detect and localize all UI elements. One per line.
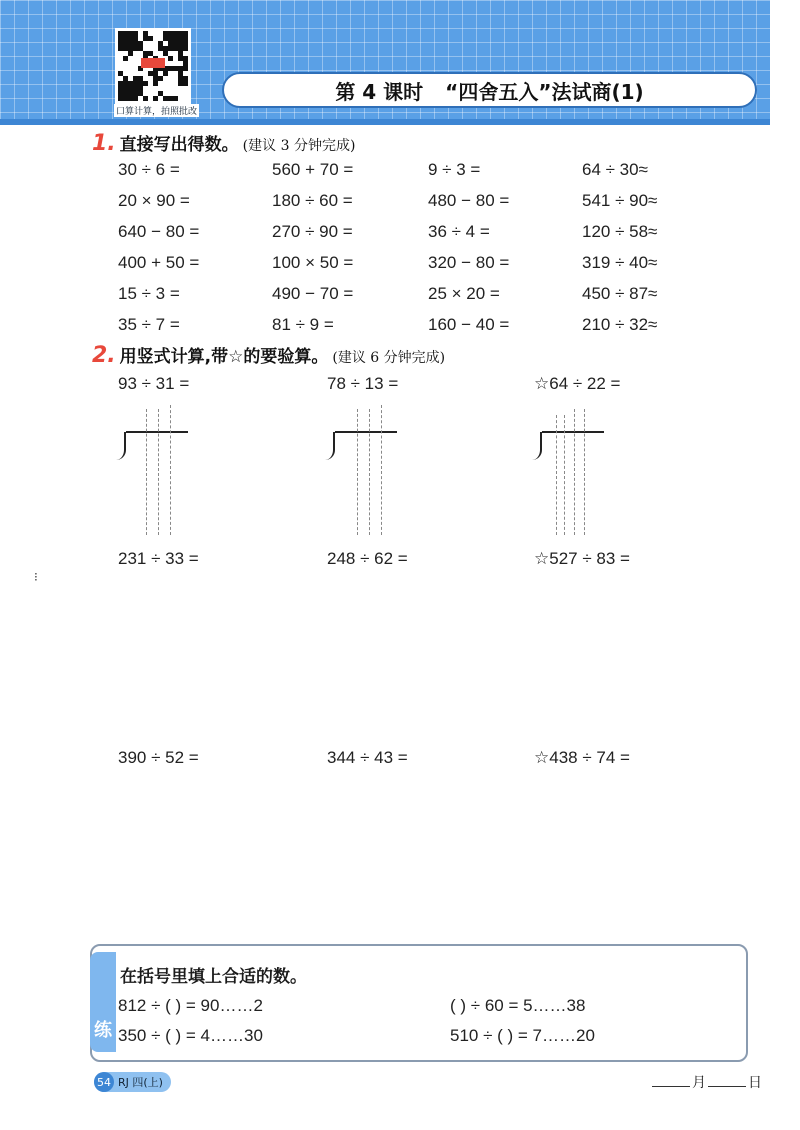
section-2-number: 2. bbox=[92, 343, 116, 368]
exercise: 270 ÷ 90 = bbox=[272, 222, 353, 241]
guide-line bbox=[170, 405, 171, 535]
qr-module bbox=[183, 96, 188, 101]
exercise: 180 ÷ 60 = bbox=[272, 191, 353, 210]
edition-label: RJ 四(上) bbox=[118, 1076, 163, 1089]
exercise: 36 ÷ 4 = bbox=[428, 222, 490, 241]
long-division-workspace[interactable] bbox=[327, 405, 407, 525]
exercise: 640 − 80 = bbox=[118, 222, 200, 241]
fill-blank-problem[interactable]: 812 ÷ ( ) = 90……2 bbox=[118, 996, 263, 1015]
practice-title: 在括号里填上合适的数。 bbox=[120, 967, 307, 987]
qr-caption: 口算计算，拍照批改 bbox=[114, 104, 199, 117]
exercise: 210 ÷ 32≈ bbox=[582, 315, 658, 334]
exercise: 490 − 70 = bbox=[272, 284, 354, 303]
section-1-title: 直接写出得数。 bbox=[119, 135, 239, 155]
exercise: 319 ÷ 40≈ bbox=[582, 253, 658, 272]
month-blank[interactable] bbox=[652, 1086, 690, 1087]
exercise: 15 ÷ 3 = bbox=[118, 284, 180, 303]
guide-line bbox=[574, 409, 575, 535]
long-division-problem: 344 ÷ 43 = bbox=[327, 748, 408, 767]
long-division-problem: 248 ÷ 62 = bbox=[327, 549, 408, 568]
long-division-problem: 78 ÷ 13 = bbox=[327, 374, 399, 393]
exercise: 30 ÷ 6 = bbox=[118, 160, 180, 179]
long-division-problem: ☆438 ÷ 74 = bbox=[534, 748, 630, 767]
division-bar bbox=[542, 431, 604, 433]
qr-code[interactable] bbox=[115, 28, 191, 104]
lesson-number: 第 4 课时 bbox=[335, 79, 424, 104]
long-division-problem: ☆64 ÷ 22 = bbox=[534, 374, 621, 393]
guide-line bbox=[369, 409, 370, 535]
section-2-hint: (建议 6 分钟完成) bbox=[332, 350, 446, 366]
day-label: 日 bbox=[748, 1075, 762, 1091]
guide-line bbox=[146, 409, 147, 535]
exercise: 560 + 70 = bbox=[272, 160, 354, 179]
exercise: 100 × 50 = bbox=[272, 253, 354, 272]
guide-line bbox=[584, 409, 585, 535]
exercise: 64 ÷ 30≈ bbox=[582, 160, 648, 179]
long-division-workspace[interactable] bbox=[118, 405, 198, 525]
section-2-title: 用竖式计算,带☆的要验算。 bbox=[119, 347, 329, 367]
exercise: 9 ÷ 3 = bbox=[428, 160, 481, 179]
section-1-heading bbox=[92, 130, 355, 156]
long-division-problem: 231 ÷ 33 = bbox=[118, 549, 199, 568]
long-division-problem: 93 ÷ 31 = bbox=[118, 374, 190, 393]
date-line bbox=[650, 1072, 762, 1092]
day-blank[interactable] bbox=[708, 1086, 746, 1087]
guide-line bbox=[556, 415, 557, 535]
exercise: 450 ÷ 87≈ bbox=[582, 284, 658, 303]
division-bracket bbox=[116, 432, 126, 460]
page-number: 54 bbox=[94, 1072, 114, 1092]
exercise: 400 + 50 = bbox=[118, 253, 200, 272]
long-division-problem: 390 ÷ 52 = bbox=[118, 748, 199, 767]
exercise: 20 × 90 = bbox=[118, 191, 190, 210]
exercise: 81 ÷ 9 = bbox=[272, 315, 334, 334]
section-1-hint: (建议 3 分钟完成) bbox=[242, 138, 356, 154]
fill-blank-problem[interactable]: ( ) ÷ 60 = 5……38 bbox=[450, 996, 586, 1015]
month-label: 月 bbox=[692, 1075, 706, 1091]
exercise: 35 ÷ 7 = bbox=[118, 315, 180, 334]
practice-tab: 练 bbox=[90, 952, 116, 1052]
long-division-workspace[interactable] bbox=[534, 405, 614, 525]
division-bar bbox=[126, 431, 188, 433]
exercise: 480 − 80 = bbox=[428, 191, 510, 210]
exercise: 541 ÷ 90≈ bbox=[582, 191, 658, 210]
exercise: 160 − 40 = bbox=[428, 315, 510, 334]
long-division-problem: ☆527 ÷ 83 = bbox=[534, 549, 630, 568]
fill-blank-problem[interactable]: 350 ÷ ( ) = 4……30 bbox=[118, 1026, 263, 1045]
lesson-title: “四舍五入”法试商(1) bbox=[445, 79, 644, 104]
guide-line bbox=[357, 409, 358, 535]
guide-line bbox=[381, 405, 382, 535]
lesson-title-bar bbox=[222, 72, 757, 108]
section-1-number: 1. bbox=[92, 131, 116, 156]
page-badge bbox=[94, 1072, 171, 1092]
division-bracket bbox=[325, 432, 335, 460]
division-bracket bbox=[532, 432, 542, 460]
exercise: 320 − 80 = bbox=[428, 253, 510, 272]
guide-line bbox=[564, 415, 565, 535]
margin-mark: ⁝ bbox=[34, 570, 38, 584]
qr-code-logo bbox=[141, 58, 165, 68]
fill-blank-problem[interactable]: 510 ÷ ( ) = 7……20 bbox=[450, 1026, 595, 1045]
exercise: 120 ÷ 58≈ bbox=[582, 222, 658, 241]
guide-line bbox=[158, 409, 159, 535]
section-2-heading bbox=[92, 342, 445, 368]
exercise: 25 × 20 = bbox=[428, 284, 500, 303]
division-bar bbox=[335, 431, 397, 433]
